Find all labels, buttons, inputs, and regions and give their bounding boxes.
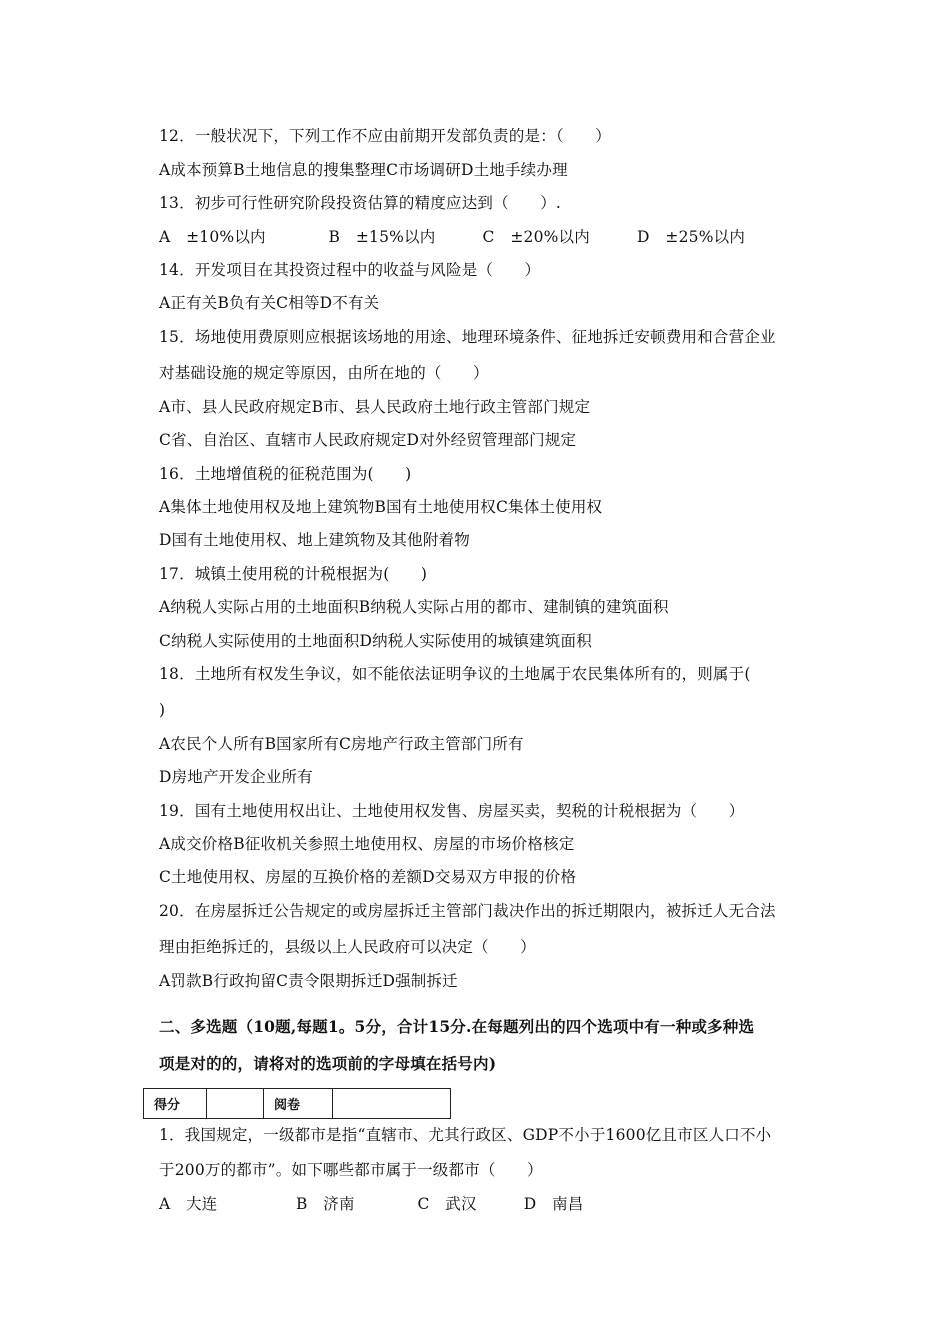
- question-15-cont: 对基础设施的规定等原因，由所在地的（ ）: [159, 364, 489, 382]
- question-17-options-2: C纳税人实际使用的土地面积D纳税人实际使用的城镇建筑面积: [159, 632, 592, 650]
- question-16: 16．土地增值税的征税范围为( ): [159, 465, 412, 483]
- question-16-options-2: D国有土地使用权、地上建筑物及其他附着物: [159, 531, 470, 549]
- reviewer-label: 阅卷: [264, 1089, 333, 1119]
- score-label: 得分: [144, 1089, 207, 1119]
- question-18-options-1: A农民个人所有B国家所有C房地产行政主管部门所有: [159, 735, 524, 753]
- question-14: 14．开发项目在其投资过程中的收益与风险是（ ）: [159, 261, 541, 279]
- score-table: [143, 1088, 451, 1119]
- question-17: 17．城镇土使用税的计税根据为( ): [159, 565, 428, 583]
- question-15: 15．场地使用费原则应根据该场地的用途、地理环境条件、征地拆迁安顿费用和合营企业: [159, 328, 776, 346]
- question-18-cont: ): [159, 701, 166, 719]
- question-19-options-1: A成交价格B征收机关参照土地使用权、房屋的市场价格核定: [159, 835, 575, 853]
- question-13-options: A ±10%以内 B ±15%以内 C ±20%以内 D ±25%以内: [159, 228, 746, 246]
- multi-question-1: 1．我国规定，一级都市是指“直辖市、尤其行政区、GDP不小于1600亿且市区人口不小: [159, 1126, 772, 1144]
- question-18: 18．土地所有权发生争议，如不能依法证明争议的土地属于农民集体所有的，则属于(: [159, 665, 751, 683]
- question-13: 13．初步可行性研究阶段投资估算的精度应达到（ ）.: [159, 194, 562, 212]
- question-20-cont: 理由拒绝拆迁的，县级以上人民政府可以决定（ ）: [159, 938, 536, 956]
- question-15-options-1: A市、县人民政府规定B市、县人民政府土地行政主管部门规定: [159, 398, 591, 416]
- question-20-options: A罚款B行政拘留C责令限期拆迁D强制拆迁: [159, 972, 458, 990]
- question-18-options-2: D房地产开发企业所有: [159, 768, 313, 786]
- question-14-options: A正有关B负有关C相等D不有关: [159, 294, 380, 312]
- multi-question-1-cont: 于200万的都市”。如下哪些都市属于一级都市（ ）: [159, 1161, 543, 1179]
- question-20: 20．在房屋拆迁公告规定的或房屋拆迁主管部门裁决作出的拆迁期限内，被拆迁人无合法: [159, 902, 776, 920]
- question-16-options-1: A集体土地使用权及地上建筑物B国有土地使用权C集体土使用权: [159, 498, 603, 516]
- question-17-options-1: A纳税人实际占用的土地面积B纳税人实际占用的都市、建制镇的建筑面积: [159, 598, 669, 616]
- multi-question-1-options: A 大连 B 济南 C 武汉 D 南昌: [159, 1195, 584, 1213]
- question-15-options-2: C省、自治区、直辖市人民政府规定D对外经贸管理部门规定: [159, 431, 577, 449]
- question-19-options-2: C土地使用权、房屋的互换价格的差额D交易双方申报的价格: [159, 868, 577, 886]
- section-heading-line1: 二、多选题（10题,每题1。5分，合计15分.在每题列出的四个选项中有一种或多种选: [159, 1017, 755, 1036]
- reviewer-value-cell: [333, 1089, 451, 1119]
- question-19: 19．国有土地使用权出让、土地使用权发售、房屋买卖，契税的计税根据为（ ）: [159, 802, 745, 820]
- section-heading-line2: 项是对的的，请将对的选项前的字母填在括号内): [159, 1054, 497, 1073]
- question-12: 12．一般状况下，下列工作不应由前期开发部负责的是：（ ）: [159, 127, 611, 145]
- question-12-options: A成本预算B土地信息的搜集整理C市场调研D土地手续办理: [159, 161, 568, 179]
- score-value-cell: [207, 1089, 264, 1119]
